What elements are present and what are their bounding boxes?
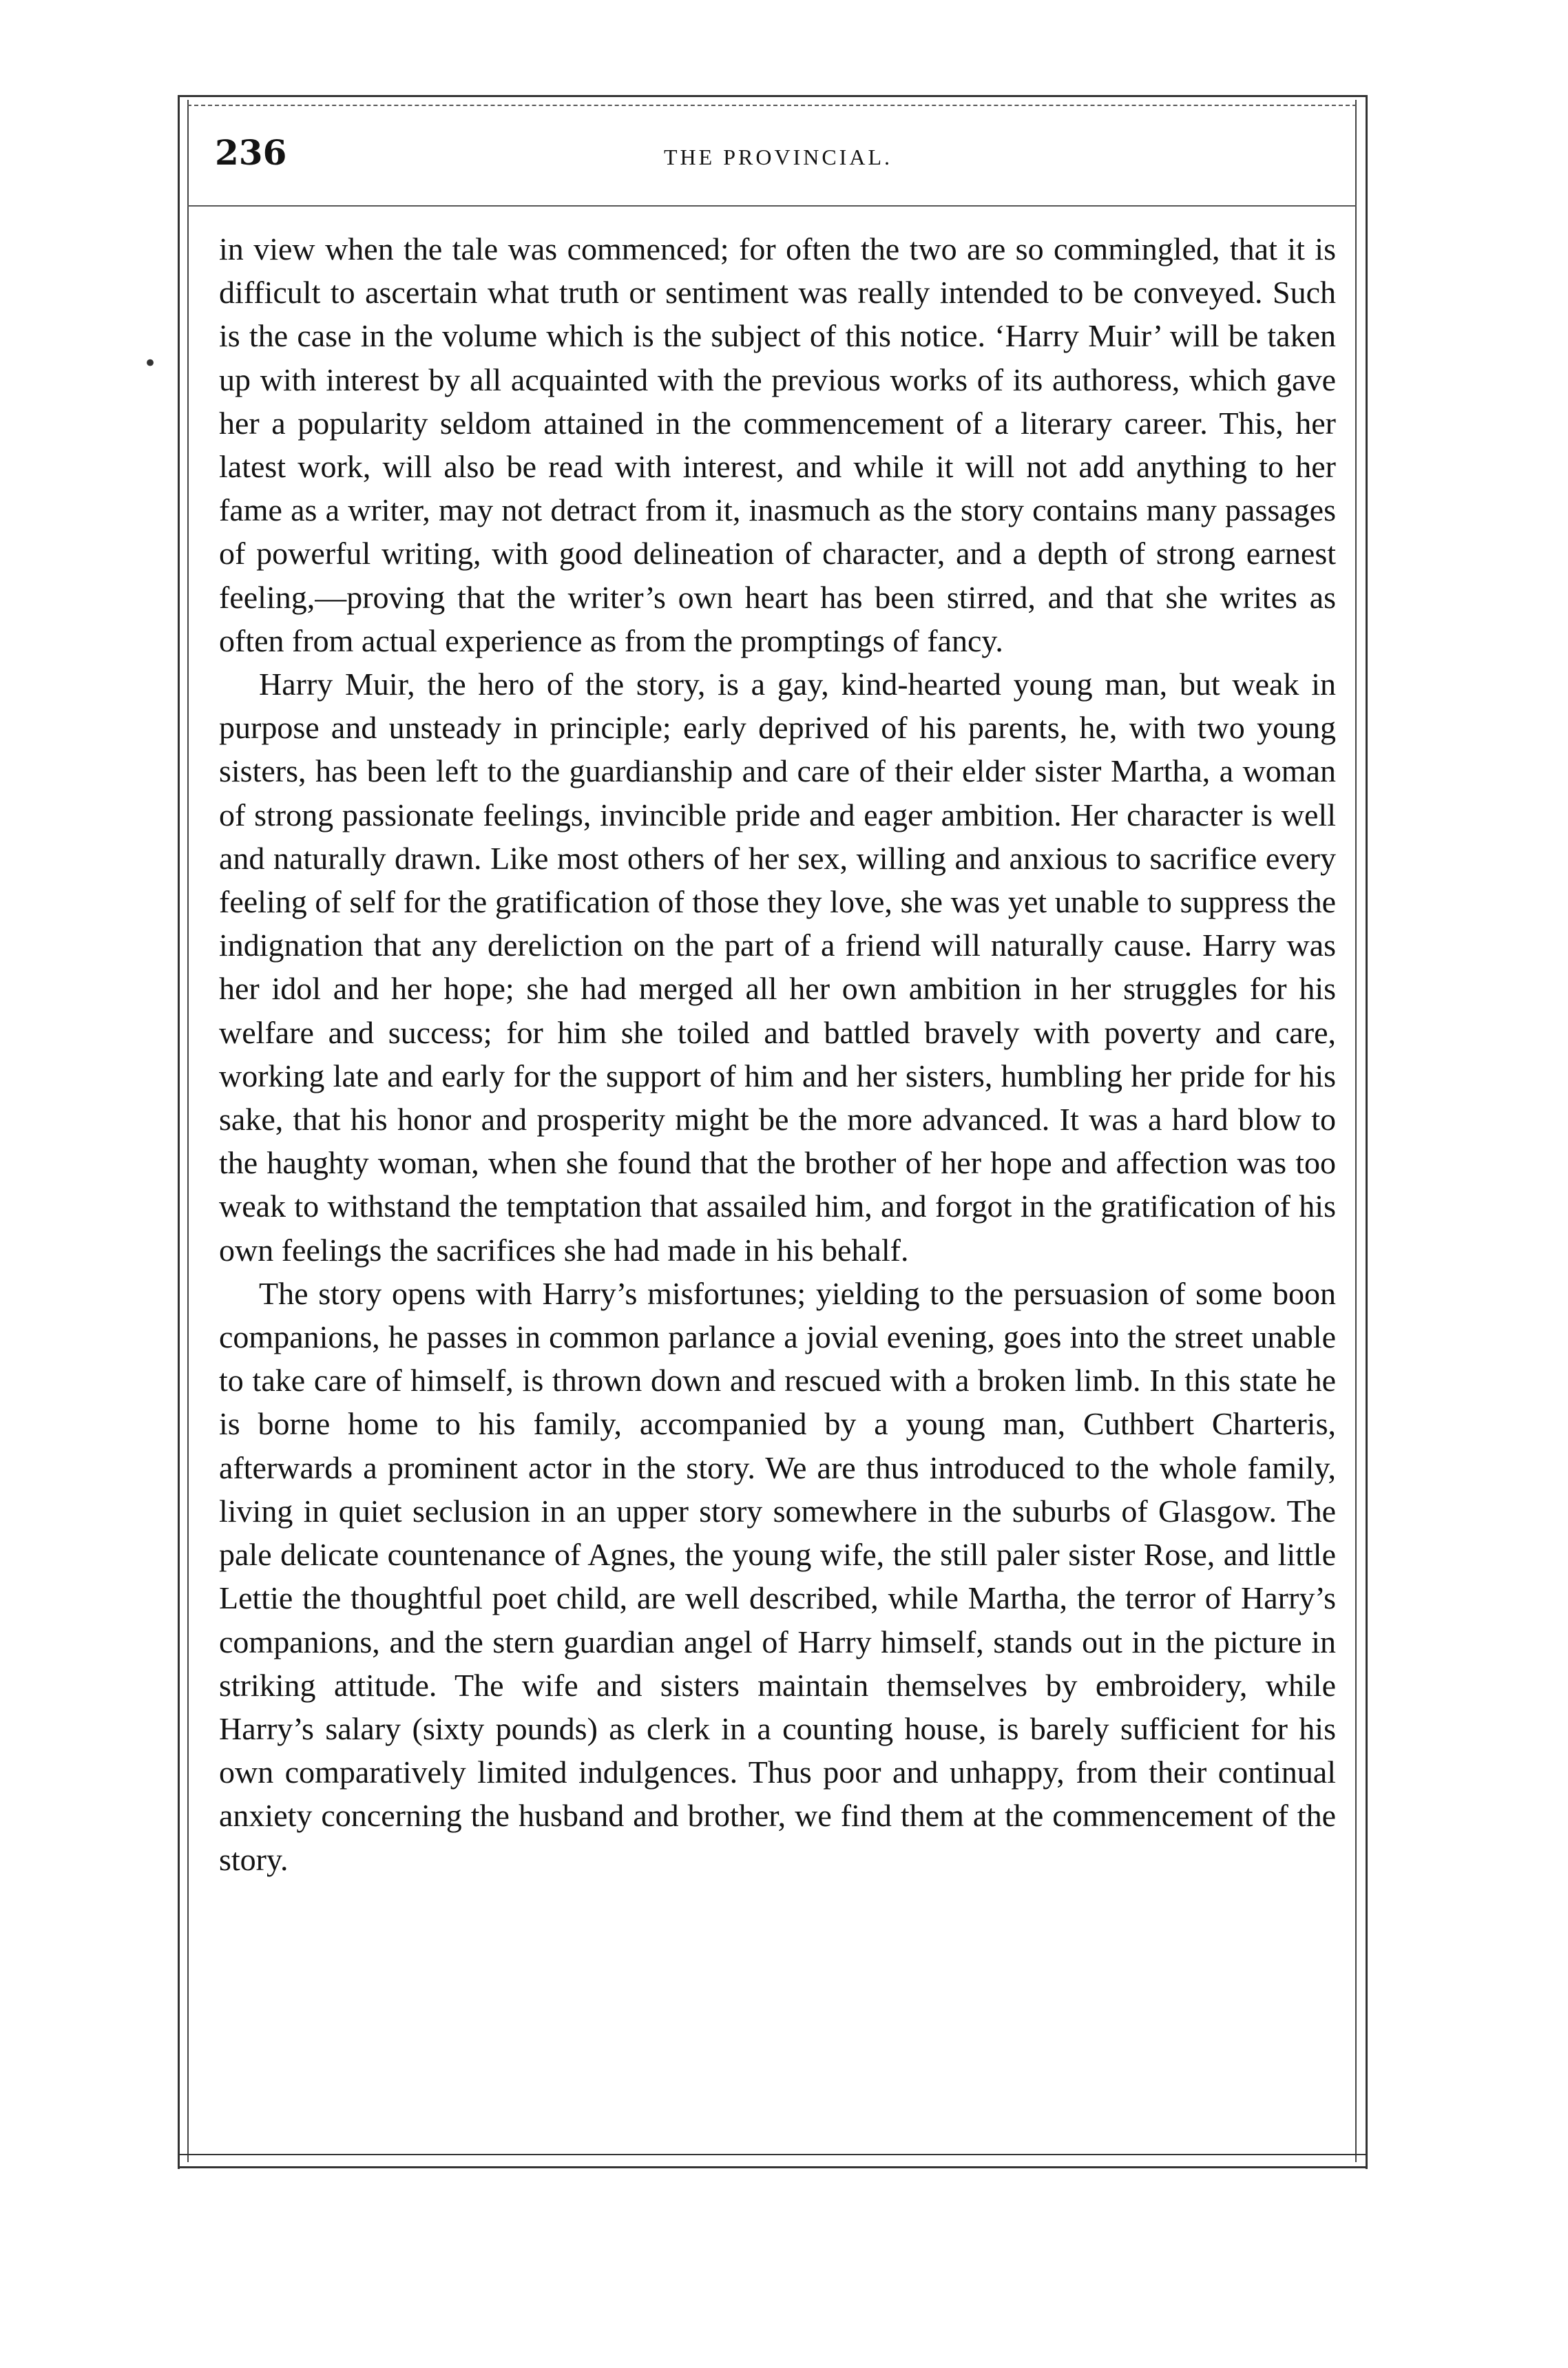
top-rule	[178, 95, 1368, 97]
bottom-rule	[178, 2154, 1368, 2155]
paragraph-3: The story opens with Harry’s misfortunes; yielding to the persuasion of some boon companions, he passes in common parlance a jovial evening, goes into the street unable to take care of himself, is thrown down and rescued with a broken limb. In this state he is borne home to his family, accompanied by a young man, Cuthbert Charteris, afterwards a prominent actor in the story. We are thus introduced to the whole family, living in quiet seclusion in an upper story somewhere in the suburbs of Glasgow. The pale delicate countenance of Agnes, the young wife, the still paler sister Rose, and little Lettie the thoughtful poet child, are well described, while Martha, the terror of Harry’s companions, and the stern guardian angel of Harry himself, stands out in the picture in striking attitude. The wife and sisters maintain themselves by embroidery, while Harry’s salary (sixty pounds) as clerk in a counting house, is barely sufficient for his own comparatively limited indulgences. Thus poor and unhappy, from their continual anxiety concerning the husband and brother, we find them at the commencement of the story.	[219, 1275, 1336, 1877]
paragraph-2: Harry Muir, the hero of the story, is a gay, kind-hearted young man, but weak in purpose and unsteady in principle; early deprived of his parents, he, with two young sisters, has been left to the guardianship and care of their elder sister Martha, a woman of strong passionate feelings, invincible pride and eager ambition. Her character is well and naturally drawn. Like most others of her sex, willing and anxious to sacrifice every feeling of self for the gratification of those they love, she was yet unable to suppress the indignation that any dereliction on the part of a friend will naturally cause. Harry was her idol and her hope; she had merged all her own ambition in her struggles for his welfare and success; for him she toiled and battled bravely with poverty and care, working late and early for the support of him and her sisters, humbling her pride for his sake, that his honor and prosperity might be the more advanced. It was a hard blow to the haughty woman, when she found that the brother of her hope and affection was too weak to withstand the temptation that assailed him, and forgot in the gratification of his own feelings the sacrifices she had made in his behalf.	[219, 667, 1336, 1268]
top-rule-dashed	[187, 105, 1357, 106]
page-number: 236	[215, 132, 287, 173]
running-title: THE PROVINCIAL.	[664, 145, 892, 169]
body-text	[219, 227, 1336, 1881]
bottom-rule-double	[178, 2166, 1368, 2168]
margin-mark: •	[143, 350, 158, 377]
paragraph-1: in view when the tale was commenced; for often the two are so commingled, that it is difficult to ascertain what truth or sentiment was really intended to be conveyed. Such is the case in the volume which is the subject of this notice. ‘Harry Muir’ will be taken up with interest by all acquainted with the previous works of its authoress, which gave her a popularity seldom attained in the commencement of a literary career. This, her latest work, will also be read with interest, and while it will not add anything to her fame as a writer, may not detract from it, inasmuch as the story contains many passages of powerful writing, with good delineation of character, and a depth of strong earnest feeling,—proving that the writer’s own heart has been stirred, and that she writes as often from actual experience as from the promptings of fancy.	[219, 231, 1336, 658]
header-rule	[187, 205, 1357, 207]
